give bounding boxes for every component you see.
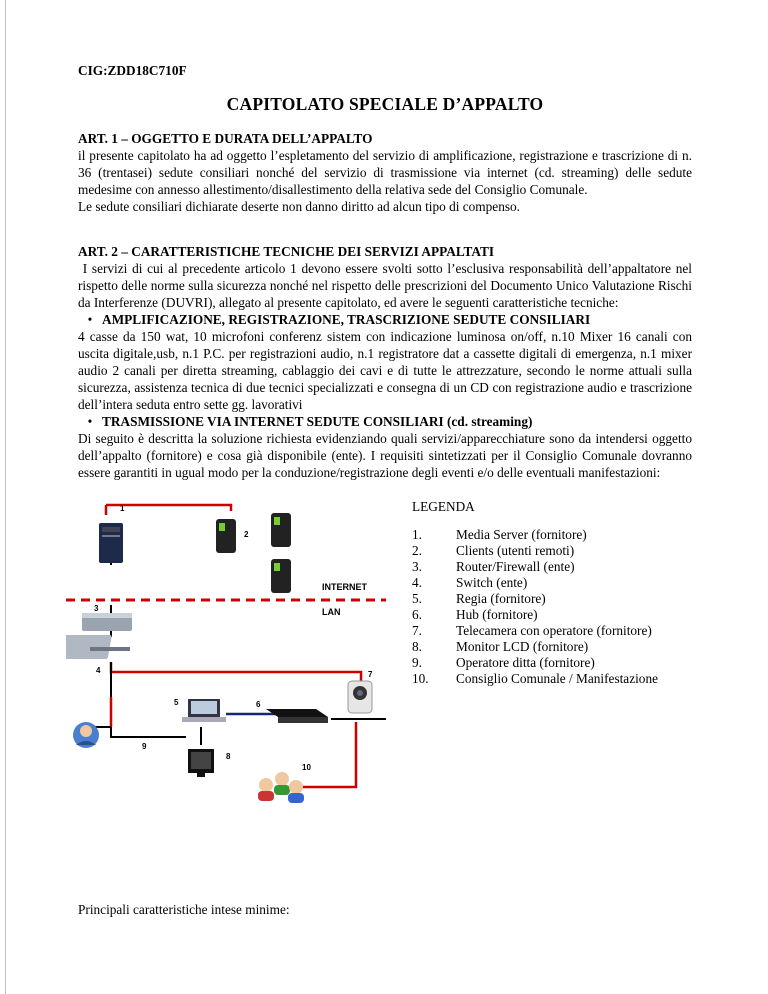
- internet-label: INTERNET: [322, 582, 367, 592]
- bullet-amplificazione: [78, 311, 692, 328]
- legend-item: [412, 591, 658, 607]
- diagram-num-3: 3: [94, 604, 99, 613]
- art2-heading: ART. 2 – CARATTERISTICHE TECNICHE DEI SERVIZI APPALTATI: [78, 244, 495, 259]
- media-server-icon: [99, 523, 123, 563]
- legend-text: Clients (utenti remoti): [456, 543, 575, 558]
- bullet-streaming-label: TRASMISSIONE VIA INTERNET SEDUTE CONSILIARI (cd. streaming): [102, 414, 533, 429]
- legend-item: [412, 623, 658, 639]
- hub-icon: [266, 709, 328, 723]
- legend-num: 4.: [412, 575, 422, 590]
- bullet-amplificazione-label: AMPLIFICAZIONE, REGISTRAZIONE, TRASCRIZIONE SEDUTE CONSILIARI: [102, 312, 591, 327]
- legend-num: 9.: [412, 655, 422, 670]
- legend-text: Switch (ente): [456, 575, 528, 590]
- bullet-dot: •: [87, 414, 93, 429]
- bullet-amplificazione-text: 4 casse da 150 wat, 10 microfoni conferenz sistem con indicazione luminosa on/off, n.10 Mixer 16 canali con uscita digitale,usb, n.1 P.C. per registrazioni audio, n.1 registratore dat a cassette digitali di emergenza, n.1 mixer audio 2 canali per diretta streaming, cablaggio dei cavi e di tutte le attrezzature, secondo le norme attuali sulla sicurezza, assistenza tecnica di due tecnici specializzati e consegna di un CD con registrazione audio e trascrizione dell’intera seduta entro sette gg. lavorativi: [78, 329, 692, 412]
- page-border-line: [5, 0, 6, 994]
- diagram-num-4: 4: [96, 666, 101, 675]
- network-diagram: [66, 487, 386, 809]
- diagram-num-8: 8: [226, 752, 231, 761]
- diagram-num-1: 1: [120, 504, 125, 513]
- legend-text: Monitor LCD (fornitore): [456, 639, 589, 654]
- legend-title: LEGENDA: [412, 499, 475, 514]
- legend-text: Router/Firewall (ente): [456, 559, 575, 574]
- diagram-num-6: 6: [256, 700, 261, 709]
- legend-num: 7.: [412, 623, 422, 638]
- legend-item: [412, 543, 658, 559]
- laptop-icon: [182, 699, 226, 722]
- legend-item: [412, 527, 658, 543]
- bullet-streaming-text: Di seguito è descritta la soluzione richiesta evidenziando quali servizi/apparecchiature sono da intendersi oggetto dell’appalto (fornitore) e cosa già disponibile (ente). I requisiti sintetizzati per il Consiglio Comunale dovranno essere garantiti in ugual modo per la conduzione/registrazione degli eventi e/o delle eventuali manifestazioni:: [78, 431, 692, 480]
- art1-heading: ART. 1 – OGGETTO E DURATA DELL’APPALTO: [78, 131, 373, 146]
- legend-text: Telecamera con operatore (fornitore): [456, 623, 652, 638]
- cig-code: CIG:ZDD18C710F: [78, 63, 187, 78]
- operator-icon: [73, 722, 99, 748]
- diagram-section: [78, 481, 692, 811]
- legend-item: [412, 575, 658, 591]
- monitor-icon: [188, 749, 214, 777]
- legend-item: [412, 607, 658, 623]
- diagram-num-5: 5: [174, 698, 179, 707]
- legend-text: Consiglio Comunale / Manifestazione: [456, 671, 659, 686]
- router-icon: [82, 613, 132, 631]
- legend-num: 3.: [412, 559, 422, 574]
- diagram-num-9: 9: [142, 742, 147, 751]
- council-icon: [258, 772, 304, 803]
- document-title: CAPITOLATO SPECIALE D’APPALTO: [226, 94, 544, 114]
- art1-paragraph: il presente capitolato ha ad oggetto l’espletamento del servizio di amplificazione, registrazione e trascrizione di n. 36 (trentasei) sedute consiliari nonché del servizio di trasmissione via internet (cd. streaming) delle sedute medesime con annesso allestimento/disallestimento della relativa sede del Consiglio Comunale.: [78, 148, 692, 197]
- legend-text: Media Server (fornitore): [456, 527, 587, 542]
- client-icon: [216, 513, 291, 593]
- diagram-num-10: 10: [302, 763, 311, 772]
- legend: [412, 499, 658, 687]
- legend-text: Hub (fornitore): [456, 607, 538, 622]
- bullet-dot: •: [87, 312, 93, 327]
- legend-num: 6.: [412, 607, 422, 622]
- legend-num: 8.: [412, 639, 422, 654]
- legend-num: 1.: [412, 527, 422, 542]
- art1-note: Le sedute consiliari dichiarate deserte non danno diritto ad alcun tipo di compenso.: [78, 199, 520, 214]
- legend-text: Operatore ditta (fornitore): [456, 655, 595, 670]
- bullet-streaming: [78, 413, 692, 430]
- camera-icon: [348, 681, 372, 713]
- document-body: [78, 62, 696, 811]
- art2-intro: I servizi di cui al precedente articolo 1 devono essere svolti sotto l’esclusiva responsabilità dell’appaltatore nel rispetto delle norme sulla sicurezza nonché nel rispetto delle prescrizioni del Documento Unico Valutazione Rischi da Interferenze (DUVRI), allegato al presente capitolato, ed avere le seguenti caratteristiche tecniche:: [78, 261, 696, 310]
- lan-label: LAN: [322, 607, 341, 617]
- closing-line: Principali caratteristiche intese minime:: [78, 902, 290, 917]
- legend-item: [412, 639, 658, 655]
- diagram-num-2: 2: [244, 530, 249, 539]
- legend-num: 2.: [412, 543, 422, 558]
- connection-lines: [91, 505, 386, 787]
- legend-item: [412, 559, 658, 575]
- legend-num: 10.: [412, 671, 429, 686]
- legend-num: 5.: [412, 591, 422, 606]
- legend-text: Regia (fornitore): [456, 591, 546, 606]
- switch-icon: [66, 635, 130, 659]
- legend-item: [412, 655, 658, 671]
- diagram-num-7: 7: [368, 670, 373, 679]
- legend-item: [412, 671, 658, 687]
